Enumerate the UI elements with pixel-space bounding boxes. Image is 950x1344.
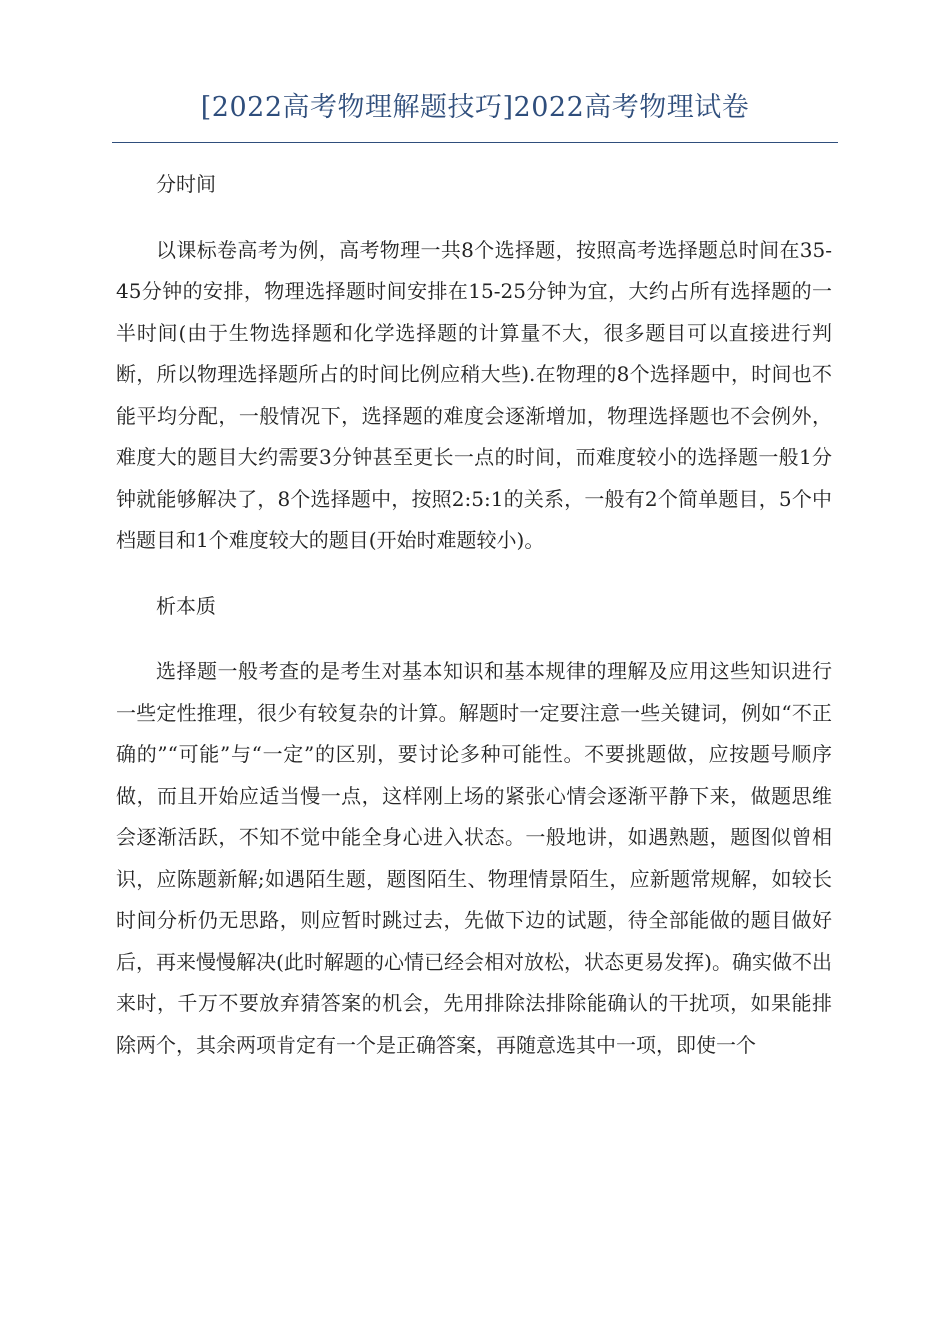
section-paragraph: 以课标卷高考为例，高考物理一共8个选择题，按照高考选择题总时间在35-45分钟的安排，物理选择题时间安排在15-25分钟为宜，大约占所有选择题的一半时间(由于生物选择题和化学选择题的计算量不大，很多题目可以直接进行判断，所以物理选择题所占的时间比例应稍大些).在物理的8个选择题中，时间也不能平均分配，一般情况下，选择题的难度会逐渐增加，物理选择题也不会例外，难度大的题目大约需要3分钟甚至更长一点的时间，而难度较小的选择题一般1分钟就能够解决了，8个选择题中，按照2:5:1的关系，一般有2个简单题目，5个中档题目和1个难度较大的题目(开始时难题较小)。: [116, 237, 832, 552]
document-body: [116, 164, 832, 1090]
document-title: [2022高考物理解题技巧]2022高考物理试卷: [200, 92, 750, 123]
section-time-allocation: [116, 164, 832, 562]
section-analyze-essence: [116, 586, 832, 1067]
section-heading: 分时间: [156, 172, 216, 196]
section-heading: 析本质: [156, 593, 216, 618]
section-paragraph: 选择题一般考查的是考生对基本知识和基本规律的理解及应用这些知识进行一些定性推理，很少有较复杂的计算。解题时一定要注意一些关键词，例如“不正确的”“可能”与“一定”的区别，要讨论多种可能性。不要挑题做，应按题号顺序做，而且开始应适当慢一点，这样刚上场的紧张心情会逐渐平静下来，做题思维会逐渐活跃，不知不觉中能全身心进入状态。一般地讲，如遇熟题，题图似曾相识，应陈题新解;如遇陌生题，题图陌生、物理情景陌生，应新题常规解，如较长时间分析仍无思路，则应暂时跳过去，先做下边的试题，待全部能做的题目做好后，再来慢慢解决(此时解题的心情已经会相对放松，状态更易发挥)。确实做不出来时，千万不要放弃猜答案的机会，先用排除法排除能确认的干扰项，如果能排除两个，其余两项肯定有一个是正确答案，再随意选其中一项，即使一个: [116, 659, 832, 1057]
title-divider: [112, 142, 838, 143]
